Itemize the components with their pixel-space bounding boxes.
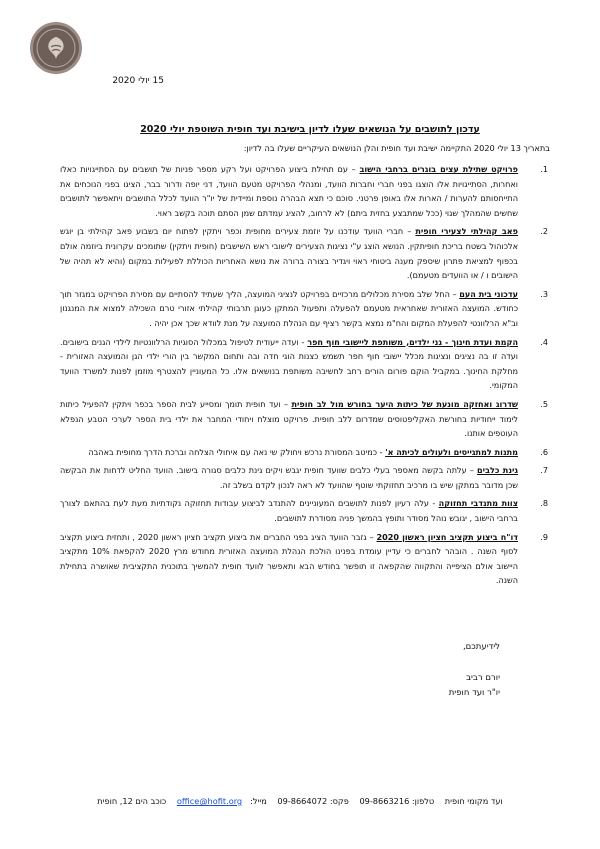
item-text: - עלה רעיון לפנות לתושבים המעוניינים להתנדב לביצוע עבודות תחזוקה נקודתיות מעת לעת בהתאם לצורך ברחבי הישוב , יגובש נוהל מסודר ותופץ בהמשך פניה מסודרת לתושבים.	[60, 498, 518, 524]
letter-footer	[40, 796, 560, 806]
letter-date: 15 יולי 2020	[112, 76, 164, 86]
footer-org: ועד מקומי חופית	[444, 796, 503, 806]
topics-list	[60, 162, 548, 592]
item-heading: פאב קהילתי לצעירי חופית	[415, 226, 518, 237]
item-number: 5.	[540, 398, 548, 409]
signature-block	[449, 640, 500, 701]
item-heading: צוות מתנדבי תחזוקה	[438, 498, 518, 509]
item-text: – חברי הוועד עודכנו על יוזמת צעירים מחופית וכפר ויתקין לפתוח יום בשבוע פאב קהילתי בן יוגש אלכוהול בשטח בריכת חופיתקין. הנושא הוצג ע"י נציגות הצעירים לישובי ראש השישבים (חופית ויתקין) שתומכים עקרונית ביוזמה אולם בכפוף למציאת פתרון שיספק מענה ביטוחי ראוי ויגדיר בצורה ברורה את נושא האחריות הכוללת לפעילות במקום (והיא לא תהיה של הישובים ו / או הוועדים מטעמם).	[60, 226, 518, 281]
list-item	[60, 224, 548, 282]
footer-email-link[interactable]: office@hofit.org	[176, 796, 243, 806]
footer-phone: טלפון: 09-8663216	[359, 796, 435, 806]
logo-emblem-icon	[33, 25, 79, 71]
item-heading: פרויקט שתילת עצים בוגרים ברחבי הישוב	[359, 164, 518, 174]
item-number: 3.	[540, 288, 548, 299]
signature-role: יו"ר ועד חופית	[448, 688, 500, 698]
signature-closing: לידיעתכם,	[462, 642, 500, 652]
item-text: – החל שלב מסירת מכלולים מרכזיים בפרויקט לנציגי המועצה, הליך שעתיד להסתיים עם מסירת הפרויקט במגזר תוך כחודש. המועצה האזורית שאחראית מטעמם להפעלה ותפעול המתקן כעוגן תרבותי קהילתי אזורי טרם השכילה למצוא את המנגנון וב"א הרלוונטי להפעלת המקום והח"מ נמצא בקשר רציף עם הנהלת המועצה על מנת לוודא שכך אכן יהיה .	[60, 288, 518, 328]
item-text: – עלתה בקשה מאספר בעלי כלבים שוועד חופית יגבש ויקים גינת כלבים סגורה בישוב. הוועד החליט לדחות את הבקשה שכן מדובר במתקן שיש בו מרכיב תחזוקתי שוטף שהוועד לא ראה לנכון לקדם בשלב זה.	[60, 465, 518, 490]
item-heading: דו"ח ביצוע תקציב חציון ראשון 2020	[376, 531, 519, 542]
list-item	[60, 397, 548, 441]
list-item	[60, 463, 548, 492]
item-number: 4.	[540, 336, 548, 347]
list-item	[60, 162, 548, 220]
item-text: - כמיטב המסורת נרכש ויחולק שי נאה עם איחולי הצלחה וברכת הדרך מחופית באהבה	[88, 446, 386, 457]
document-title: עדכון לתושבים על הנושאים שעלו לדיון בישיבת ועד חופית השוטפת יולי 2020	[140, 124, 480, 135]
item-heading: הקמת ועדת חינוך - גני ילדים, משותפת ליישובי חוף חפר	[307, 336, 518, 347]
item-text: – עם תחילת ביצוע הפרויקט ועל רקע מספר פניות של תושבים עם הסתייגויות כאלו ואחרות, הסתייגויות אלו הוצגו בפני חברי וחברות הוועד, ומנהלי הפרויקט מטעם הוועד, דני יופה ודרור בבר, הציגו בפני הנוכחים את התייחסותם להערות / הארות אלו באופן פרטני. סוכם כי תצא הבהרה נוספת ומיידית של יו"ר הוועד לכלל התושבים ויתאפשר לתושבים שחשים שהמהלך שגוי (ככל שמתבצע בחזית ביתם) לא לרחוב, להציג עמדתם שמן הסתם תוכה בקשב ראוי.	[60, 164, 518, 218]
item-number: 7.	[540, 465, 548, 476]
footer-fax: פקס: 09-8664072	[277, 796, 349, 806]
item-number: 1.	[540, 164, 548, 174]
list-item	[60, 496, 548, 525]
intro-paragraph: בתאריך 13 יולי 2020 התקיימה ישיבת ועד חופית והלן הנושאים העיקריים שעלו בה לדיון:	[243, 143, 550, 153]
item-heading: גינת כלבים	[477, 465, 518, 476]
item-text: – גזבר הוועד הציג בפני החברים את ביצוע תקציב חציון ראשון 2020 , ותחזית ביצוע תקציב לסוף השנה . הובהר לחברים כי עדיין עומדת בפנינו הולכת הנהלת המועצה האזורית מחודש מרץ 2020 להקפאת 10% מתקציב היישוב אולם הציפייה והתקווה שהקפאה זו תופשר בחודש הבא ותאפשר לוועד חופית להמשיך בתוכנית התקציבית שאושרה בתחילת השנה.	[60, 531, 518, 586]
footer-address: כוכב הים 12, חופית	[97, 796, 167, 806]
item-text: – ועד חופית תומך ומסייע לבית הספר בכפר ויתקין להפעיל כיתות לימוד ייחודיות בחורשת האקליפטוסים שמדרום ללב חופית. פרויקט מוצלח ויחודי המחבר את ילדי בית הספר לערכי הטבע הנפלא העוטפים אותנו.	[60, 398, 518, 439]
item-text: - ועדה ייעודית לטיפול במכלול הסוגיות הרלוונטיות לילדי הגנים בישובים. ועדה זו בה נציגים ונציגות מכלל יישובי חוף חפר תשמש כצנות הוגי חדה ובה ותחום המקשר בין הורי ילדי הגן והמועצה האזורית - מחלקת החינוך. במקביל הוקם פורום הורים רחב לחשיבה משותפת בנושאים אלו. כל המעוניין להצטרף מוזמן לפנות למשרד הוועד המקומי.	[60, 336, 518, 391]
footer-email-label: מייל:	[250, 796, 267, 806]
hofit-logo	[30, 22, 82, 74]
list-item	[60, 445, 548, 460]
item-number: 8.	[540, 498, 548, 509]
item-heading: עדכוני בית העם	[459, 288, 518, 299]
item-number: 9.	[540, 531, 548, 542]
item-number: 6.	[540, 446, 548, 457]
list-item	[60, 335, 548, 393]
list-item	[60, 287, 548, 331]
item-heading: מתנות למתגייסים ולעולים לכיתה א'	[385, 446, 518, 457]
signature-name: יורם רביב	[466, 673, 500, 683]
item-heading: שדרוג ואחזקה מונעת של כיתות היער בחורש מול לב חופית	[291, 398, 519, 409]
item-number: 2.	[540, 226, 548, 237]
list-item	[60, 530, 548, 588]
